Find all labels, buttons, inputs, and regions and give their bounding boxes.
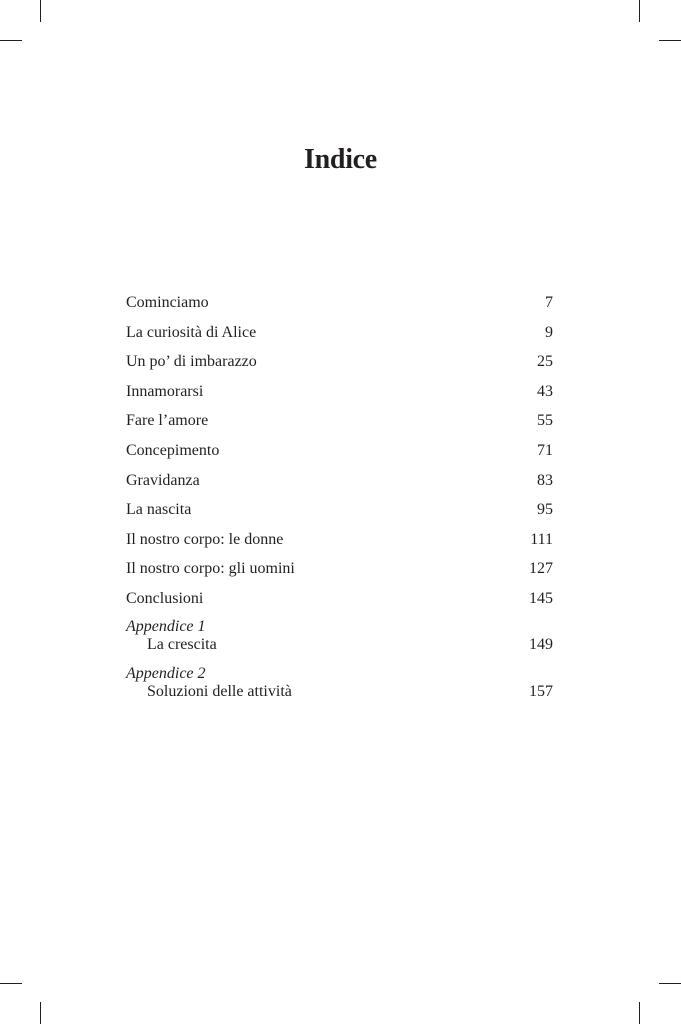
toc-entry-page: 111 bbox=[530, 530, 553, 548]
crop-mark bbox=[659, 40, 681, 41]
toc-entry[interactable] bbox=[126, 320, 553, 350]
crop-mark bbox=[40, 1002, 41, 1024]
appendix-page: 149 bbox=[529, 635, 553, 653]
toc-entry[interactable] bbox=[126, 497, 553, 527]
toc-entry-page: 83 bbox=[537, 471, 553, 489]
toc-entry-page: 9 bbox=[545, 323, 553, 341]
crop-mark bbox=[0, 983, 22, 984]
toc-entry[interactable] bbox=[126, 438, 553, 468]
toc-entry-label: Concepimento bbox=[126, 441, 220, 459]
toc-entry-label: Gravidanza bbox=[126, 471, 200, 489]
toc-entry-label: La curiosità di Alice bbox=[126, 323, 257, 341]
toc-entry[interactable] bbox=[126, 468, 553, 498]
toc-appendix[interactable] bbox=[126, 618, 553, 655]
appendix-heading: Appendice 1 bbox=[126, 617, 206, 635]
toc-entry-page: 145 bbox=[529, 589, 553, 607]
page-title: Indice bbox=[304, 144, 377, 175]
crop-mark bbox=[639, 0, 640, 22]
toc-entry-page: 43 bbox=[537, 382, 553, 400]
crop-mark bbox=[40, 0, 41, 22]
appendix-line bbox=[126, 635, 553, 655]
toc-entry[interactable] bbox=[126, 408, 553, 438]
toc-entry-label: Fare l’amore bbox=[126, 412, 209, 430]
appendix-page: 157 bbox=[529, 682, 553, 700]
crop-mark bbox=[0, 40, 22, 41]
toc-entry-label: Un po’ di imbarazzo bbox=[126, 353, 257, 371]
toc-entry-label: La nascita bbox=[126, 501, 192, 519]
toc-entry-label: Il nostro corpo: le donne bbox=[126, 530, 284, 548]
toc-entry[interactable] bbox=[126, 556, 553, 586]
toc-entry-page: 55 bbox=[537, 412, 553, 430]
appendix-line bbox=[126, 682, 553, 702]
crop-mark bbox=[659, 983, 681, 984]
toc-entry[interactable] bbox=[126, 349, 553, 379]
table-of-contents bbox=[126, 290, 553, 712]
toc-entry[interactable] bbox=[126, 379, 553, 409]
appendix-label: Soluzioni delle attività bbox=[147, 682, 292, 700]
toc-appendix[interactable] bbox=[126, 665, 553, 702]
toc-entry[interactable] bbox=[126, 290, 553, 320]
toc-entry[interactable] bbox=[126, 586, 553, 616]
toc-entry-page: 71 bbox=[537, 441, 553, 459]
toc-entry-label: Conclusioni bbox=[126, 589, 204, 607]
toc-entry-page: 7 bbox=[545, 294, 553, 311]
toc-entry-page: 25 bbox=[537, 353, 553, 371]
toc-entry-label: Il nostro corpo: gli uomini bbox=[126, 560, 295, 578]
toc-entry[interactable] bbox=[126, 527, 553, 557]
crop-mark bbox=[639, 1002, 640, 1024]
appendix-heading: Appendice 2 bbox=[126, 664, 206, 682]
toc-entry-page: 95 bbox=[537, 501, 553, 519]
toc-entry-page: 127 bbox=[529, 560, 553, 578]
appendix-label: La crescita bbox=[147, 635, 217, 653]
toc-entry-label: Innamorarsi bbox=[126, 382, 204, 400]
toc-entry-label: Cominciamo bbox=[126, 294, 209, 311]
